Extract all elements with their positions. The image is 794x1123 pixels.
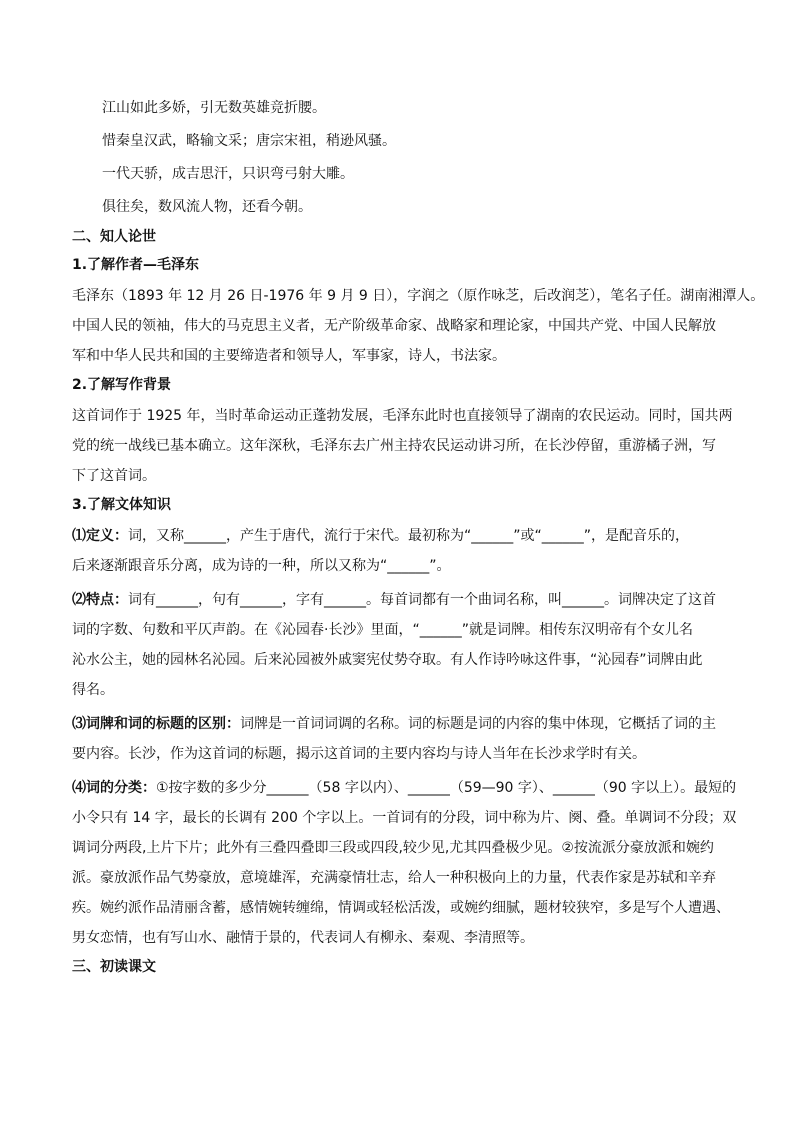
section-title-first-reading: 三、初读课文 [72,959,156,975]
poem-block [72,98,732,217]
text-line: 派。豪放派作品气势豪放，意境雄浑，充满豪情壮志，给人一种积极向上的力量，代表作家是苏轼和辛弃 [72,870,716,886]
background-paragraph [72,401,732,491]
text-line: 词牌是一首词词调的名称。词的标题是词的内容的集中体现，它概括了词的主 [240,716,716,732]
genre-definition-paragraph [72,521,732,581]
definition-label: ⑴定义： [72,528,128,544]
subsection-title-background: 2.了解写作背景 [72,377,172,393]
text-line: 疾。婉约派作品清丽含蓄，感情婉转缠绵，情调或轻松活泼，或婉约细腻，题材较狭窄，多是写个人遭遇、 [72,900,730,916]
text-line: ①按字数的多少分______（58 字以内）、______（59—90 字）、______（90 字以上）。最短的 [156,780,737,796]
section-title-author-background: 二、知人论世 [72,229,156,245]
poem-line: 一代天骄，成吉思汗，只识弯弓射大雕。 [102,166,354,182]
text-line: 小令只有 14 字，最长的长调有 200 个字以上。一首词有的分段，词中称为片、阕、叠。单调词不分段；双 [72,810,737,826]
text-line: 后来逐渐跟音乐分离，成为诗的一种，所以又称为“______”。 [72,558,451,574]
text-line: 词的字数、句数和平仄声韵。在《沁园春·长沙》里面，“______”就是词牌。相传东汉明帝有个女儿名 [72,622,693,638]
text-line: 毛泽东（1893 年 12 月 26 日-1976 年 9 月 9 日），字润之（原作咏芝，后改润芝），笔名子任。湖南湘潭人。 [72,288,765,304]
poem-line: 俱往矣，数风流人物，还看今朝。 [102,199,312,215]
text-line: 党的统一战线已基本确立。这年深秋，毛泽东去广州主持农民运动讲习所，在长沙停留，重游橘子洲，写 [72,438,716,454]
features-label: ⑵特点： [72,592,128,608]
difference-label: ⑶词牌和词的标题的区别： [72,716,240,732]
poem-line: 惜秦皇汉武，略输文采；唐宗宋祖，稍逊风骚。 [102,133,396,149]
text-line: 词有______，句有______，字有______。每首词都有一个曲词名称，叫______。词牌决定了这首 [128,592,716,608]
text-line: 要内容。长沙，作为这首词的标题，揭示这首词的主要内容均与诗人当年在长沙求学时有关。 [72,746,646,762]
text-line: 沁水公主，她的园林名沁园。后来沁园被外戚窦宪仗势夺取。有人作诗吟咏这件事，“沁园春”词牌由此 [72,652,703,668]
text-line: 这首词作于 1925 年，当时革命运动正蓬勃发展，毛泽东此时也直接领导了湖南的农民运动。同时，国共两 [72,408,733,424]
subsection-title-genre: 3.了解文体知识 [72,497,172,513]
text-line: 中国人民的领袖，伟大的马克思主义者，无产阶级革命家、战略家和理论家，中国共产党、中国人民解放 [72,318,716,334]
text-line: 军和中华人民共和国的主要缔造者和领导人，军事家，诗人，书法家。 [72,348,506,364]
text-line: 得名。 [72,682,114,698]
text-line: 词，又称______，产生于唐代，流行于宋代。最初称为“______”或“______”，是配音乐的， [128,528,690,544]
genre-classification-paragraph [72,773,737,953]
classification-label: ⑷词的分类： [72,780,156,796]
genre-difference-paragraph [72,709,732,769]
genre-features-paragraph [72,585,732,705]
subsection-title-author: 1.了解作者—毛泽东 [72,257,200,273]
poem-line: 江山如此多娇，引无数英雄竞折腰。 [102,100,326,116]
text-line: 男女恋情，也有写山水、融情于景的，代表词人有柳永、秦观、李清照等。 [72,930,534,946]
text-line: 调词分两段,上片下片；此外有三叠四叠即三段或四段,较少见,尤其四叠极少见。②按流派分豪放派和婉约 [72,840,714,856]
text-line: 下了这首词。 [72,468,156,484]
document-content [72,98,765,985]
author-paragraph [72,281,765,371]
